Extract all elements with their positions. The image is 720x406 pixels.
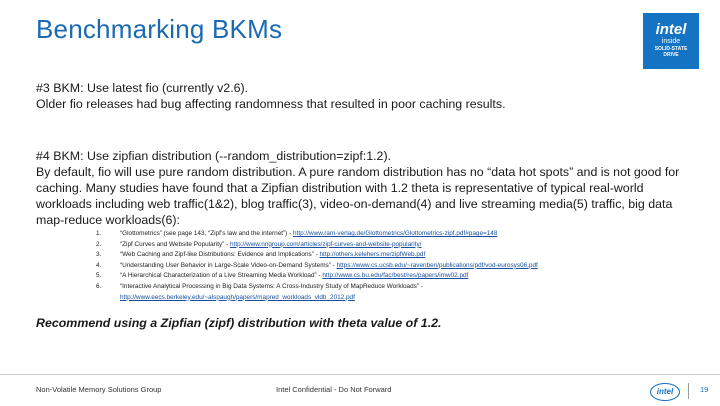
reference-title: “Understanding User Behavior in Large-Scale Video-on-Demand Systems” - xyxy=(120,261,337,269)
slide-title: Benchmarking BKMs xyxy=(36,14,283,44)
recommendation-text: Recommend using a Zipfian (zipf) distribution with theta value of 1.2. xyxy=(36,316,442,330)
logo-inside: inside xyxy=(661,38,681,45)
bkm-4-body: By default, fio will use pure random distribution. A pure random distribution has no “data hot spots” and is not good for caching. Many studies have found that a Zipfian distribution with 1.2 theta is representative of typical real-world workloads including web traffic(1&2), blog traffic(3), video-on-demand(4) and live streaming media(5) traffic, big data map-reduce workloads(6): xyxy=(36,165,680,227)
logo-line2: DRIVE xyxy=(663,52,679,58)
reference-number: 6. xyxy=(96,282,102,290)
reference-title: “Glottometrics” (see page 143, “Zipf’s law and the internet”) - xyxy=(120,230,293,237)
reference-link[interactable]: http://www.eecs.berkeley.edu/~alspaugh/papers/mapred_workloads_vldb_2012.pdf xyxy=(120,293,355,301)
bkm-3-header: #3 BKM: Use latest fio (currently v2.6). xyxy=(36,81,249,95)
reference-number: 3. xyxy=(96,251,102,259)
reference-number: 2. xyxy=(96,240,102,248)
reference-list xyxy=(96,229,696,303)
reference-item xyxy=(96,229,696,240)
reference-title: “Web Caching and Zipf-like Distributions: Evidence and Implications” - xyxy=(120,251,320,259)
bkm-section-3 xyxy=(36,80,686,112)
bkm-3-body: Older fio releases had bug affecting randomness that resulted in poor caching results. xyxy=(36,97,506,111)
reference-number: 4. xyxy=(96,261,102,269)
reference-item xyxy=(96,271,696,282)
reference-item xyxy=(96,261,696,272)
reference-title: “Zipf Curves and Website Popularity” - xyxy=(120,240,230,248)
footer-group-name: Non-Volatile Memory Solutions Group xyxy=(36,385,162,394)
reference-link[interactable]: http://www.ram-verlag.de/Glottometrics/Glottometrics-zipf.pdf#page=148 xyxy=(292,230,498,237)
logo-brand: intel xyxy=(655,21,687,38)
bkm-section-4 xyxy=(36,148,686,228)
reference-link[interactable]: https://www.cs.ucsb.edu/~ravenben/publications/pdf/vod-eurosys06.pdf xyxy=(336,261,538,269)
intel-logo-icon: intel xyxy=(650,383,680,401)
reference-item xyxy=(96,282,696,303)
reference-link[interactable]: http://others.kelehers.me/zipfWeb.pdf xyxy=(319,251,426,259)
reference-title: “Interactive Analytical Processing in Big Data Systems: A Cross-Industry Study of MapReduce Workloads” - xyxy=(120,282,423,290)
bkm-4-header: #4 BKM: Use zipfian distribution (--random_distribution=zipf:1.2). xyxy=(36,149,392,163)
footer-divider xyxy=(688,383,689,399)
page-number: 19 xyxy=(700,385,709,394)
reference-number: 1. xyxy=(96,230,102,237)
intel-inside-ssd-logo xyxy=(643,13,699,69)
reference-link[interactable]: http://www.nngroup.com/articles/zipf-curves-and-website-popularity/ xyxy=(229,240,422,248)
reference-link[interactable]: http://www.cs.bu.edu/fac/best/res/papers/imw02.pdf xyxy=(322,272,469,280)
slide-footer xyxy=(0,374,720,406)
footer-confidentiality: Intel Confidential - Do Not Forward xyxy=(276,385,392,394)
reference-item xyxy=(96,240,696,251)
reference-number: 5. xyxy=(96,272,102,280)
logo-line1: SOLID-STATE xyxy=(654,46,688,52)
reference-item xyxy=(96,250,696,261)
reference-title: “A Hierarchical Characterization of a Live Streaming Media Workload” - xyxy=(120,272,323,280)
